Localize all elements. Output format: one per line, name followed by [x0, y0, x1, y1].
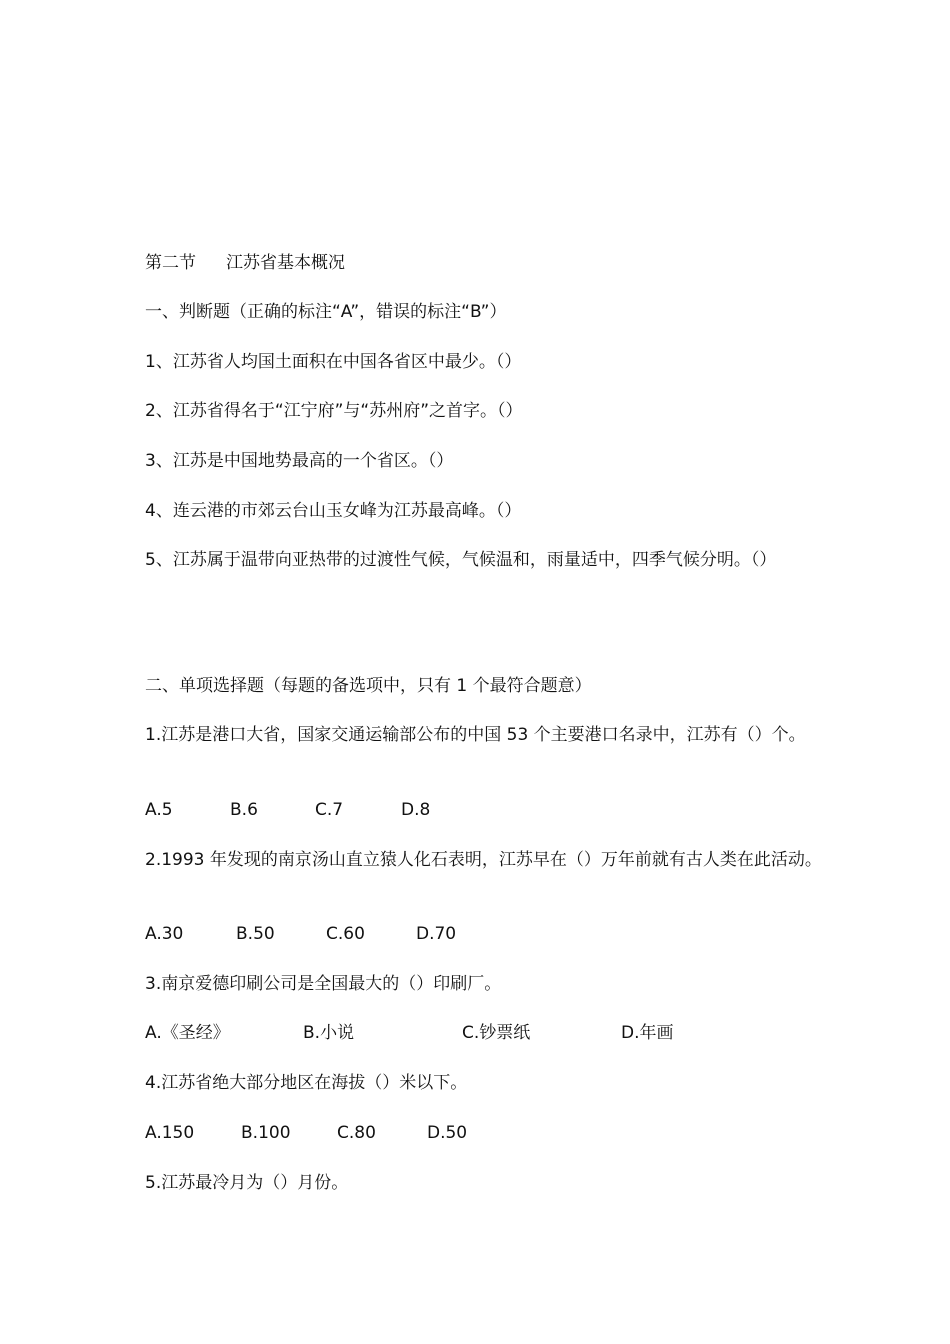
question-1-option-c: C.7 [315, 800, 344, 820]
judgment-item-4: 4、连云港的市郊云台山玉女峰为江苏最高峰。（） [145, 501, 522, 521]
section-title [145, 250, 345, 276]
question-2-option-a: A.30 [145, 924, 184, 944]
judgment-item-1: 1、江苏省人均国土面积在中国各省区中最少。（） [145, 352, 522, 372]
question-3-option-d: D.年画 [621, 1023, 674, 1043]
judgment-item-2: 2、江苏省得名于“江宁府”与“苏州府”之首字。（） [145, 401, 523, 421]
section-number: 第二节 [145, 253, 196, 273]
judgment-item-5: 5、江苏属于温带向亚热带的过渡性气候，气候温和，雨量适中，四季气候分明。（） [145, 550, 777, 570]
question-3-option-b: B.小说 [303, 1023, 355, 1043]
question-2-option-c: C.60 [326, 924, 365, 944]
question-2-option-d: D.70 [416, 924, 457, 944]
part1-heading: 一、判断题（正确的标注“A”，错误的标注“B”） [145, 302, 507, 322]
question-5-stem: 5.江苏最冷月为（）月份。 [145, 1173, 349, 1193]
section-name: 江苏省基本概况 [226, 253, 345, 273]
question-1-option-b: B.6 [230, 800, 258, 820]
question-4-option-c: C.80 [337, 1123, 376, 1143]
part2-heading: 二、单项选择题（每题的备选项中，只有 1 个最符合题意） [145, 676, 592, 696]
question-1-option-d: D.8 [401, 800, 431, 820]
question-1-stem: 1.江苏是港口大省，国家交通运输部公布的中国 53 个主要港口名录中，江苏有（）个。 [145, 725, 806, 745]
question-4-stem: 4.江苏省绝大部分地区在海拔（）米以下。 [145, 1073, 468, 1093]
question-2-option-b: B.50 [236, 924, 275, 944]
question-4-option-d: D.50 [427, 1123, 468, 1143]
question-3-option-a: A.《圣经》 [145, 1023, 230, 1043]
question-4-option-b: B.100 [241, 1123, 291, 1143]
question-1-option-a: A.5 [145, 800, 173, 820]
question-2-stem: 2.1993 年发现的南京汤山直立猿人化石表明，江苏早在（）万年前就有古人类在此活动。 [145, 850, 822, 870]
question-3-option-c: C.钞票纸 [462, 1023, 531, 1043]
judgment-item-3: 3、江苏是中国地势最高的一个省区。（） [145, 451, 454, 471]
question-4-option-a: A.150 [145, 1123, 195, 1143]
question-3-stem: 3.南京爱德印刷公司是全国最大的（）印刷厂。 [145, 974, 502, 994]
